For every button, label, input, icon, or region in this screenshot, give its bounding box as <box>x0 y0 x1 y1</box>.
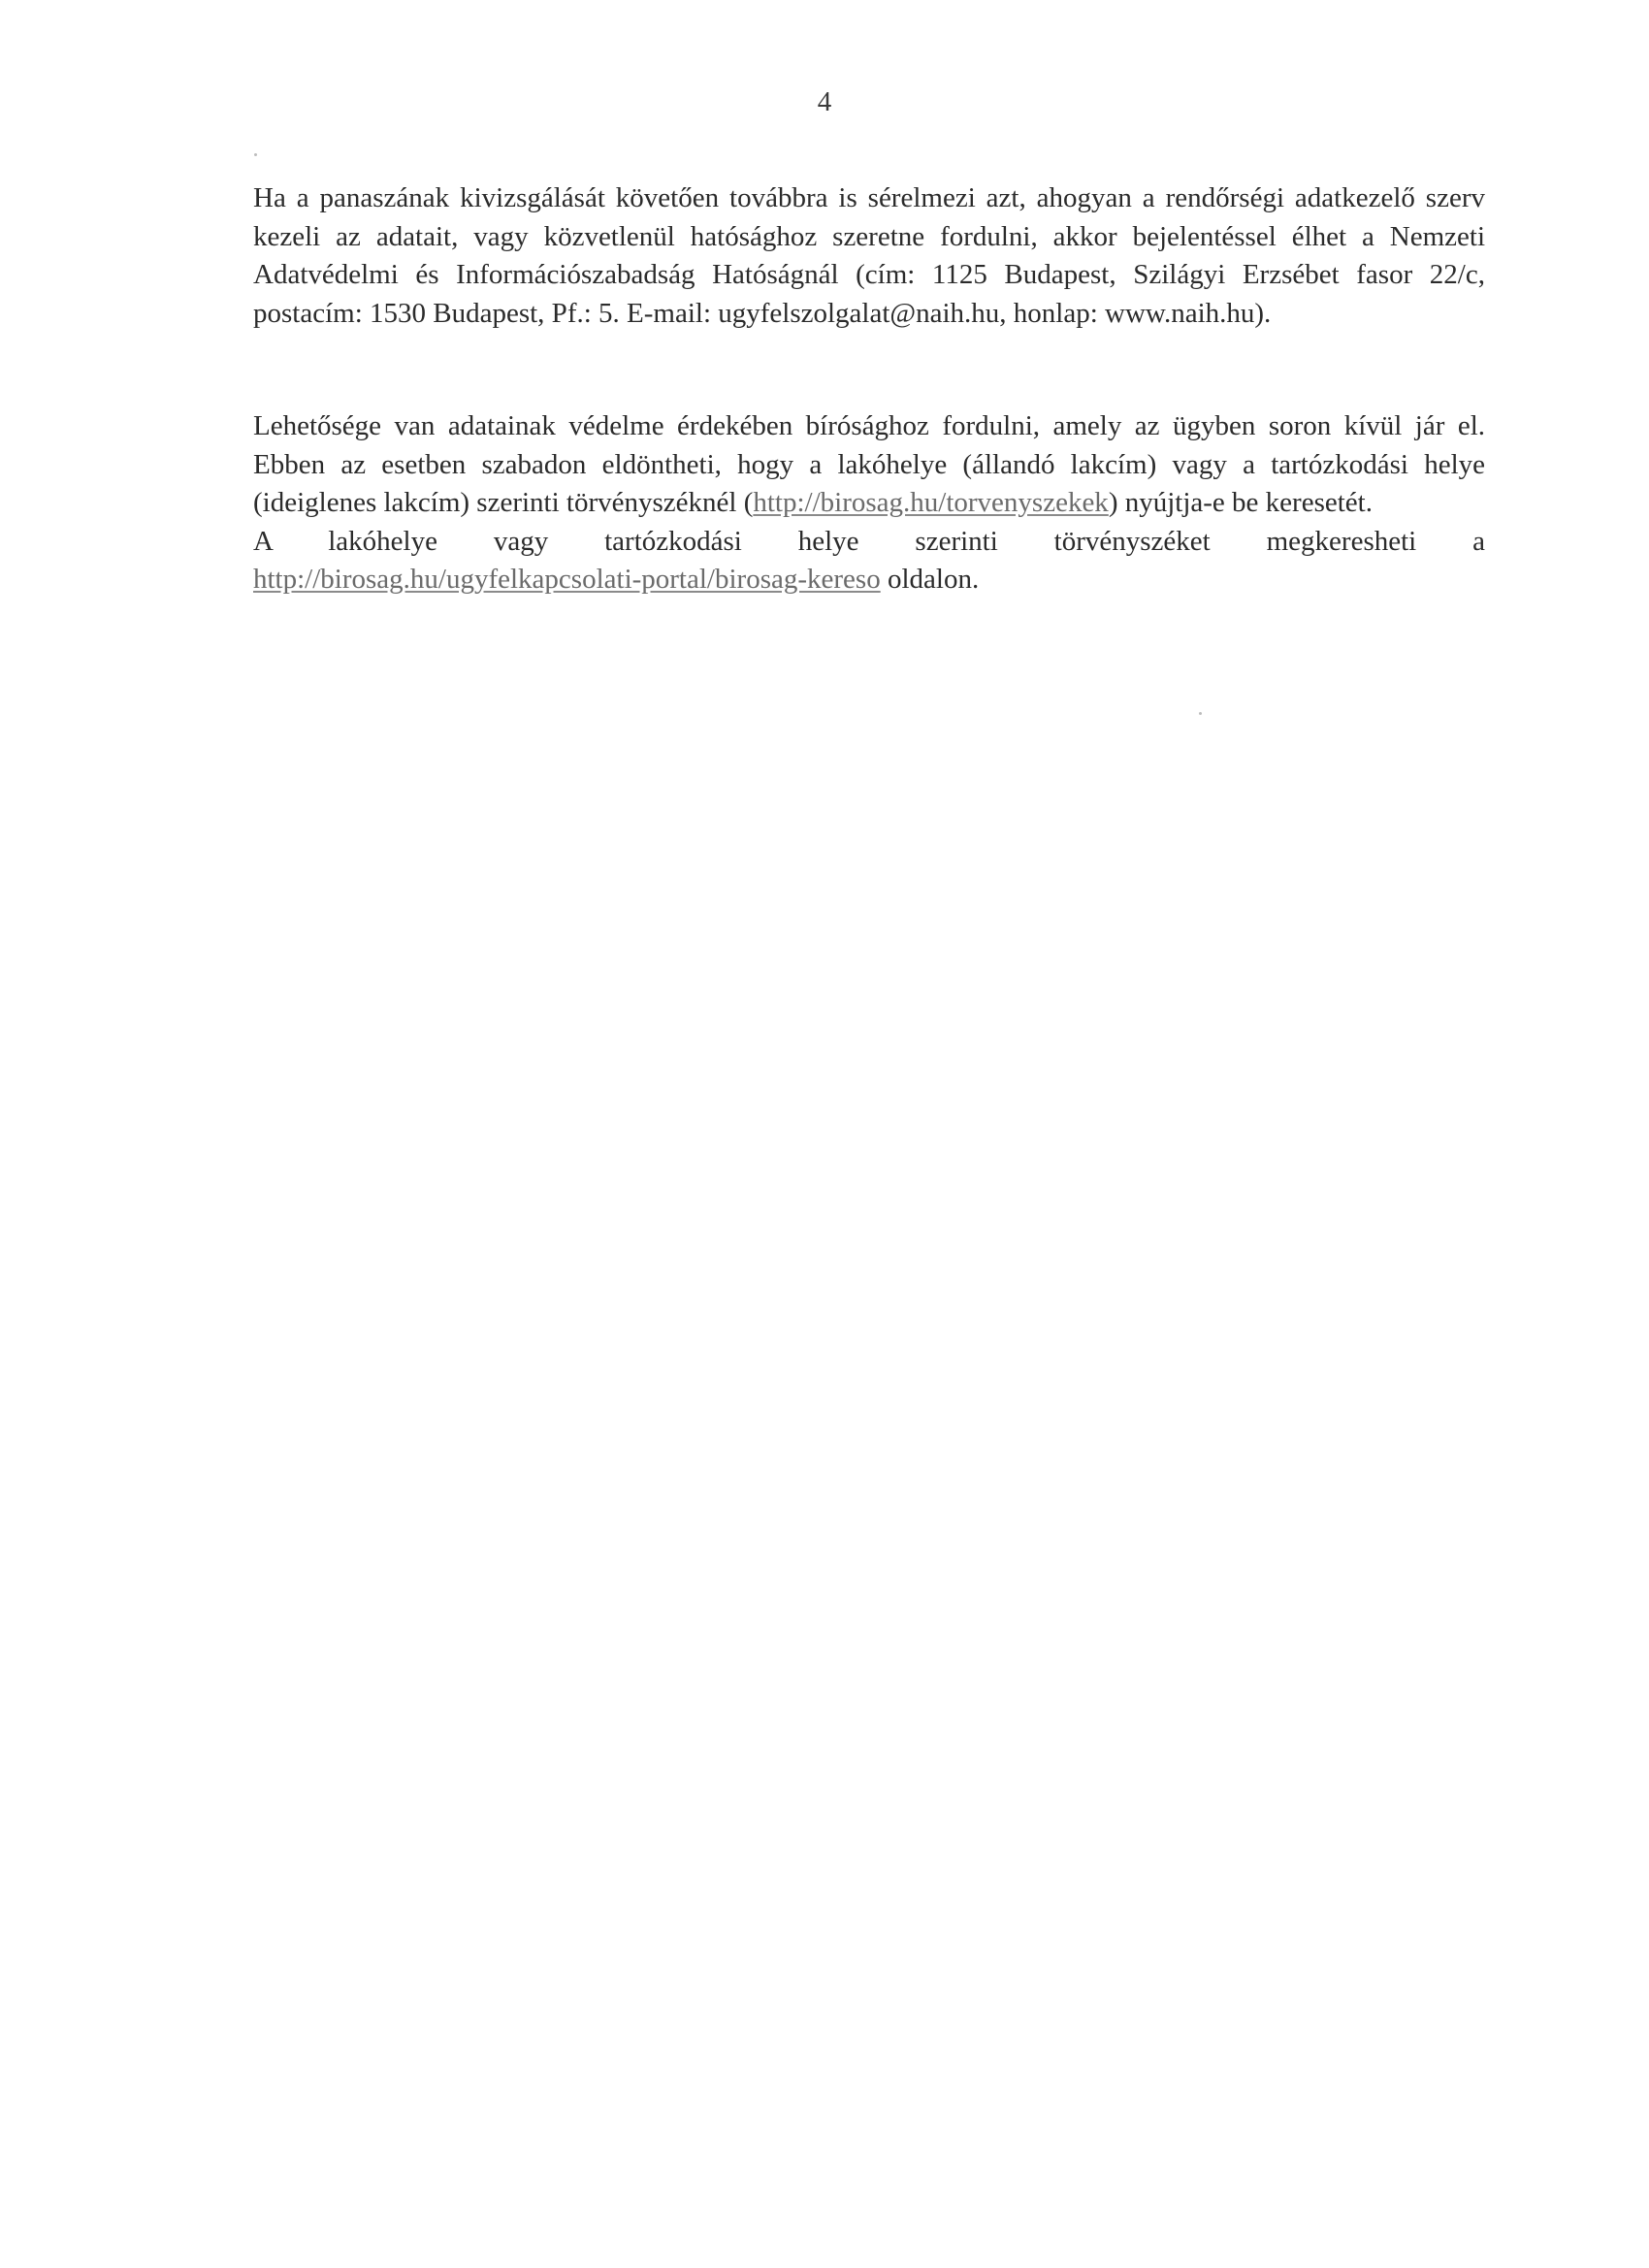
paragraph-text <box>253 407 1485 523</box>
birosag-kereso-link[interactable]: http://birosag.hu/ugyfelkapcsolati-portal/birosag-kereso <box>253 564 881 595</box>
paragraph-court-option <box>253 407 1485 599</box>
scan-speck <box>254 153 257 156</box>
page-number: 4 <box>817 86 832 117</box>
torvenyszekek-link[interactable]: http://birosag.hu/torvenyszekek <box>753 487 1109 518</box>
paragraph-naih-complaint <box>253 179 1485 333</box>
scan-speck <box>1199 712 1202 715</box>
paragraph-text-part: ) nyújtja-e be keresetét. <box>1108 487 1373 518</box>
paragraph-text-part: Lehetősége van adatainak védelme érdekében bírósághoz fordulni, amely az ügyben soron kívül jár el. Ebben az esetben szabadon eldöntheti, hogy a lakóhelye (állandó lakcím) vagy a tartózkodási helye (ideiglenes lakcím) szerinti törvényszéknél ( <box>253 410 1485 518</box>
court-search-line: A lakóhelye vagy tartózkodási helye szerinti törvényszéket megkeresheti a <box>253 525 1485 557</box>
paragraph-text-part: oldalon. <box>880 564 980 595</box>
paragraph-text: Ha a panaszának kivizsgálását követően továbbra is sérelmezi azt, ahogyan a rendőrségi adatkezelő szerv kezeli az adatait, vagy közvetlenül hatósághoz szeretne fordulni, akkor bejelentéssel élhet a Nemzeti Adatvédelmi és Információszabadság Hatóságnál (cím: 1125 Budapest, Szilágyi Erzsébet fasor 22/c, postacím: 1530 Budapest, Pf.: 5. E-mail: ugyfelszolgalat@naih.hu, honlap: www.naih.hu). <box>253 182 1485 329</box>
court-search-line-end <box>253 561 1485 599</box>
